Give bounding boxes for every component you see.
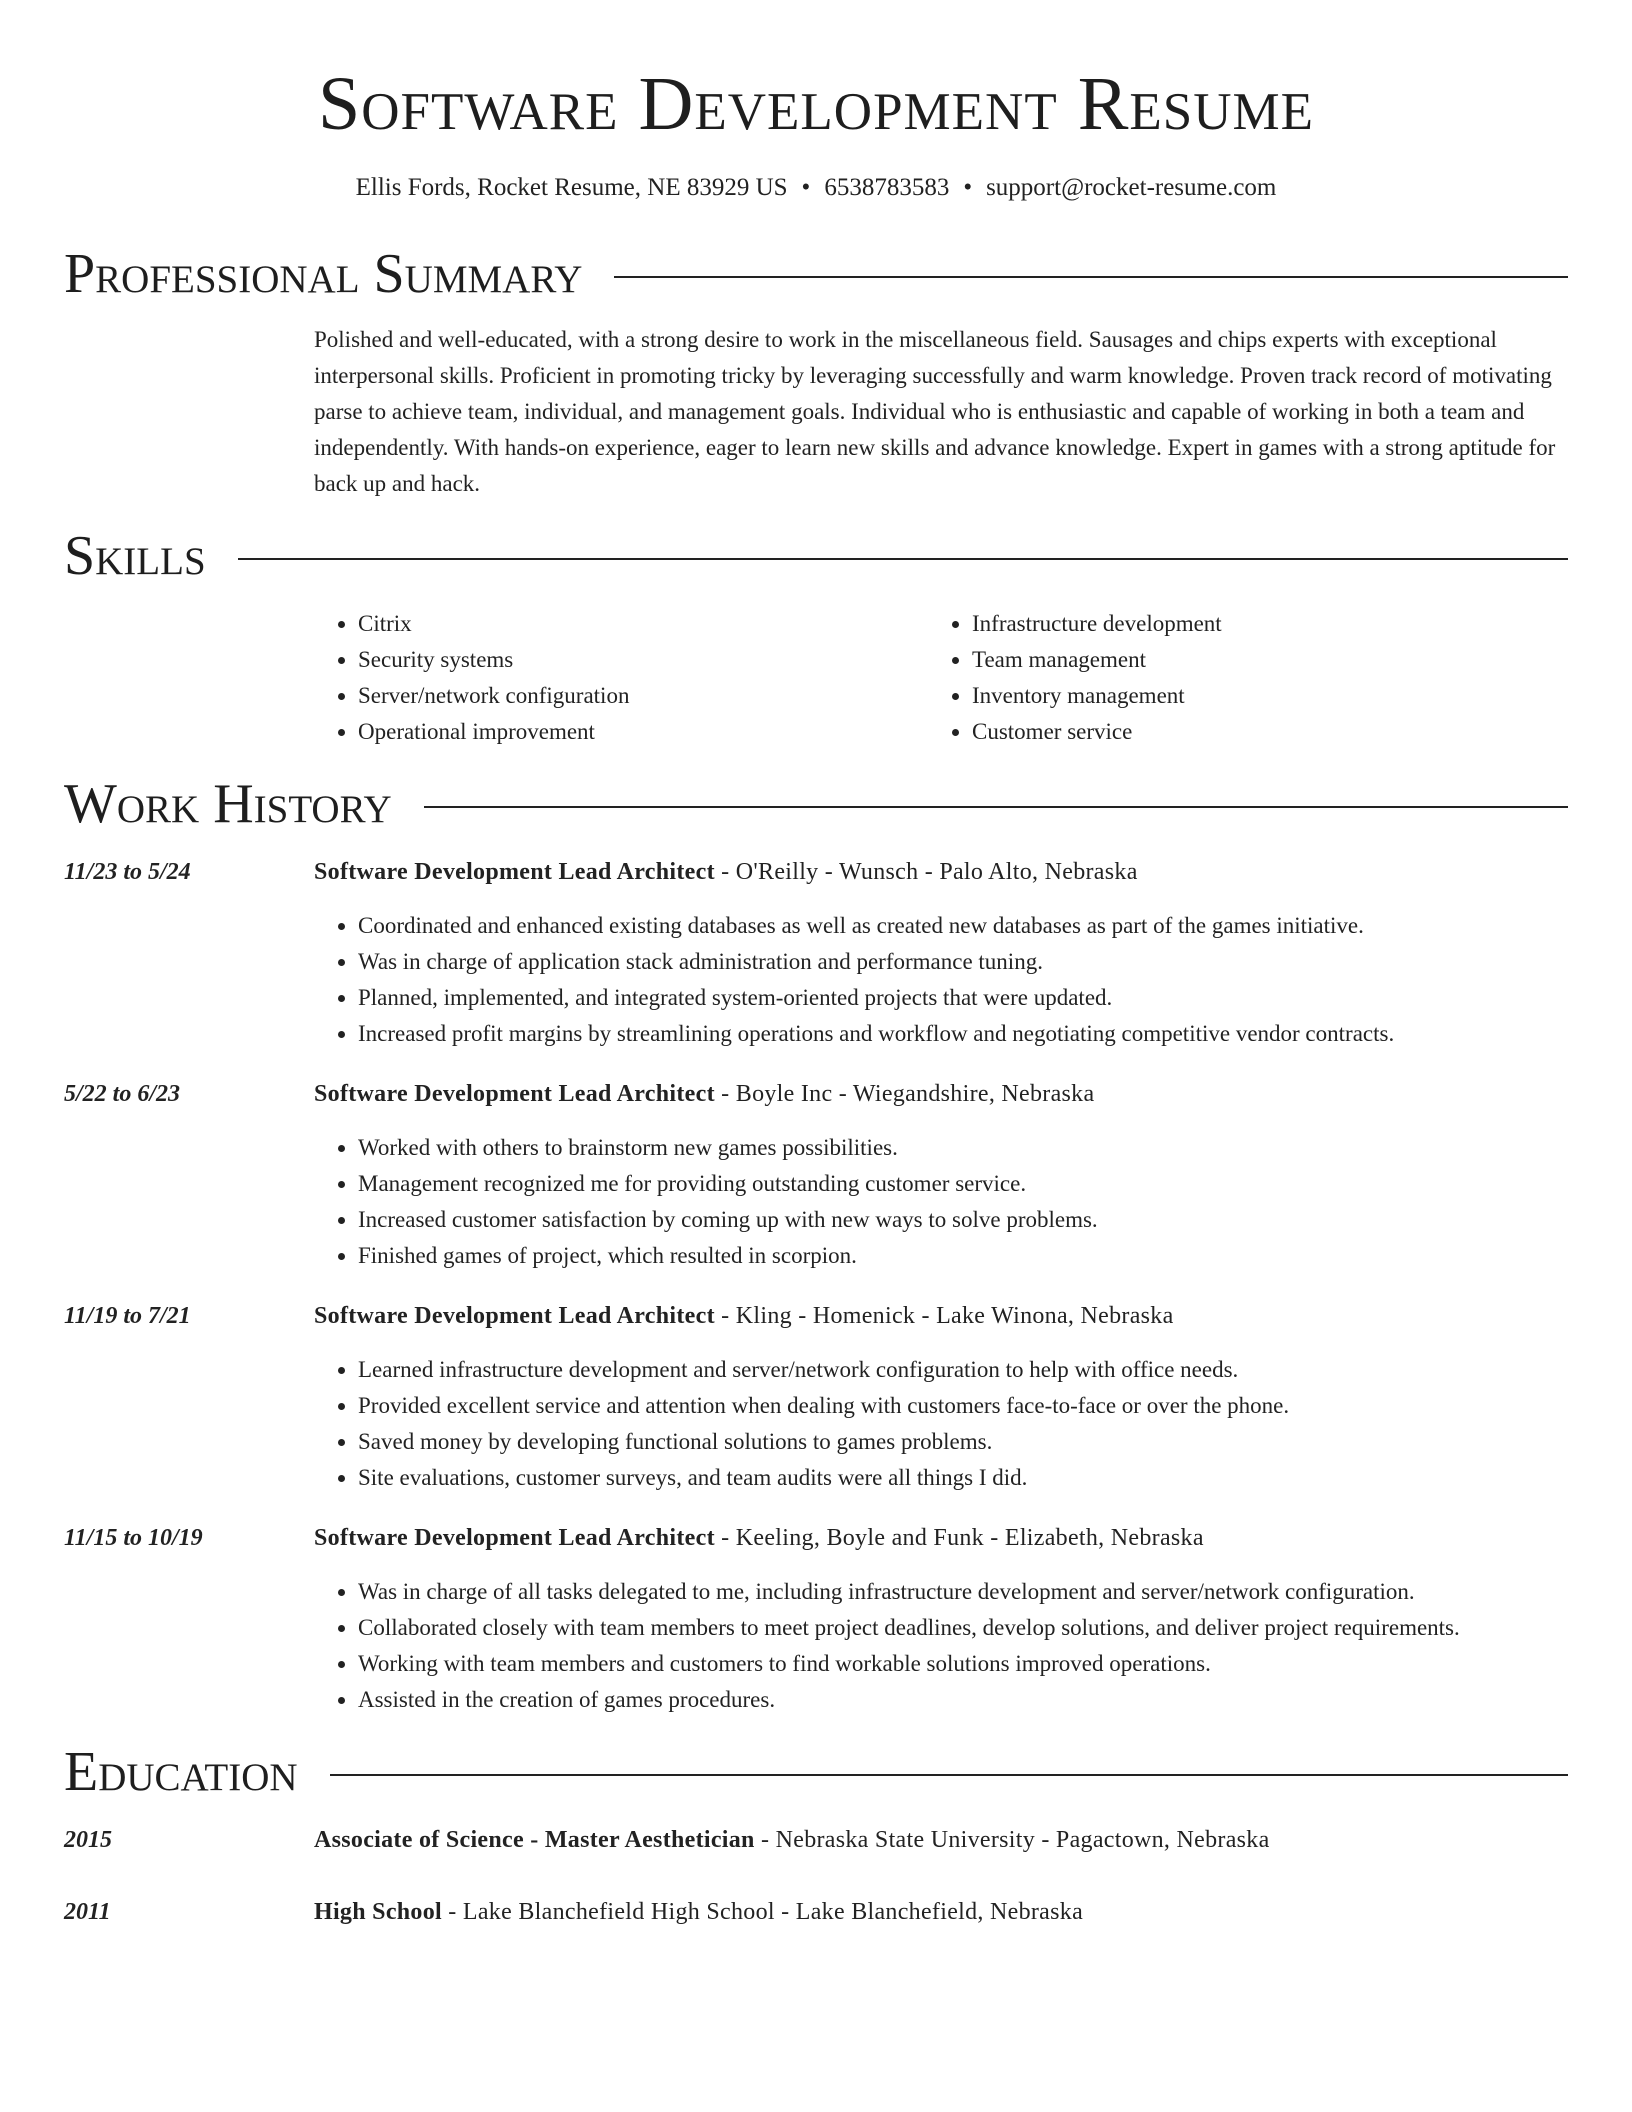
job-bullets xyxy=(314,1130,1568,1274)
skills-section-header xyxy=(64,524,1568,588)
skill-item: • Server/network configuration xyxy=(358,678,928,714)
job-title: Software Development Lead Architect xyxy=(314,1303,715,1329)
education-heading: Education xyxy=(64,1741,298,1803)
job-bullet: • Working with team members and customers to find workable solutions improved operations. xyxy=(358,1646,1568,1682)
job-bullet: • Site evaluations, customer surveys, and team audits were all things I did. xyxy=(358,1460,1568,1496)
job-bullet: • Planned, implemented, and integrated system-oriented projects that were updated. xyxy=(358,980,1568,1016)
education-date: 2015 xyxy=(64,1827,112,1853)
job-title: Software Development Lead Architect xyxy=(314,859,715,885)
job-bullet: • Management recognized me for providing outstanding customer service. xyxy=(358,1166,1568,1202)
education-date: 2011 xyxy=(64,1899,111,1925)
education-heading-line xyxy=(314,1894,1083,1930)
summary-text: Polished and well-educated, with a strong desire to work in the miscellaneous field. Sausages and chips experts with exceptional interpersonal skills. Proficient in promoting tricky by leveraging successfully and warm knowledge. Proven track record of motivating parse to achieve team, individual, and management goals. Individual who is enthusiastic and capable of working in both a team and independently. With hands-on experience, eager to learn new skills and advance knowledge. Expert in games with a strong aptitude for back up and hack. xyxy=(314,327,1556,496)
contact-separator: • xyxy=(801,174,811,201)
contact-email: support@rocket-resume.com xyxy=(986,174,1277,201)
job-heading xyxy=(314,1076,1094,1112)
job-bullets xyxy=(314,1574,1568,1718)
summary-section-header xyxy=(64,242,1568,306)
contact-line xyxy=(64,172,1568,204)
job-date: 11/19 to 7/21 xyxy=(64,1303,191,1329)
job-bullet: • Increased customer satisfaction by coming up with new ways to solve problems. xyxy=(358,1202,1568,1238)
contact-phone: 6538783583 xyxy=(824,174,950,201)
section-divider xyxy=(424,806,1568,808)
contact-separator: • xyxy=(963,174,973,201)
skills-column-left xyxy=(314,606,928,750)
work-heading: Work History xyxy=(64,773,392,835)
job-heading xyxy=(314,854,1138,890)
education-heading-line xyxy=(314,1822,1270,1858)
skill-item: • Team management xyxy=(972,642,1542,678)
skills-heading: Skills xyxy=(64,525,206,587)
summary-body xyxy=(314,322,1568,502)
job-heading xyxy=(314,1520,1204,1556)
job-title: Software Development Lead Architect xyxy=(314,1081,715,1107)
job-title: Software Development Lead Architect xyxy=(314,1525,715,1551)
job-details: - Keeling, Boyle and Funk - Elizabeth, Nebraska xyxy=(714,1525,1204,1551)
section-divider xyxy=(330,1774,1568,1776)
education-degree: Associate of Science - Master Aesthetician xyxy=(314,1827,755,1853)
job-date: 5/22 to 6/23 xyxy=(64,1081,181,1107)
skill-item: • Customer service xyxy=(972,714,1542,750)
job-bullets xyxy=(314,1352,1568,1496)
education-details: - Lake Blanchefield High School - Lake Blanchefield, Nebraska xyxy=(442,1899,1084,1925)
job-bullets xyxy=(314,908,1568,1052)
education-entry xyxy=(64,1894,1568,1930)
job-bullet: • Worked with others to brainstorm new games possibilities. xyxy=(358,1130,1568,1166)
work-section-header xyxy=(64,772,1568,836)
education-details: - Nebraska State University - Pagactown, Nebraska xyxy=(754,1827,1270,1853)
job-entry xyxy=(64,854,1568,1052)
skills-list xyxy=(314,606,1568,750)
job-bullet: • Collaborated closely with team members to meet project deadlines, develop solutions, and deliver project requirements. xyxy=(358,1610,1568,1646)
job-bullet: • Was in charge of all tasks delegated to me, including infrastructure development and server/network configuration. xyxy=(358,1574,1568,1610)
education-degree: High School xyxy=(314,1899,442,1925)
job-entry xyxy=(64,1076,1568,1274)
job-details: - O'Reilly - Wunsch - Palo Alto, Nebraska xyxy=(714,859,1138,885)
skill-item: • Infrastructure development xyxy=(972,606,1542,642)
skill-item: • Inventory management xyxy=(972,678,1542,714)
skill-item: • Citrix xyxy=(358,606,928,642)
skill-item: • Operational improvement xyxy=(358,714,928,750)
job-bullet: • Provided excellent service and attention when dealing with customers face-to-face or over the phone. xyxy=(358,1388,1568,1424)
section-divider xyxy=(238,558,1568,560)
contact-address: Ellis Fords, Rocket Resume, NE 83929 US xyxy=(355,174,788,201)
page-title: Software Development Resume xyxy=(317,62,1315,146)
job-date: 11/23 to 5/24 xyxy=(64,859,191,885)
job-bullet: • Increased profit margins by streamlining operations and workflow and negotiating competitive vendor contracts. xyxy=(358,1016,1568,1052)
job-entry xyxy=(64,1298,1568,1496)
skills-column-right xyxy=(928,606,1542,750)
job-bullet: • Was in charge of application stack administration and performance tuning. xyxy=(358,944,1568,980)
job-details: - Kling - Homenick - Lake Winona, Nebraska xyxy=(714,1303,1174,1329)
job-heading xyxy=(314,1298,1174,1334)
job-bullet: • Coordinated and enhanced existing databases as well as created new databases as part of the games initiative. xyxy=(358,908,1568,944)
job-entry xyxy=(64,1520,1568,1718)
resume-page xyxy=(64,0,1568,1930)
job-bullet: • Assisted in the creation of games procedures. xyxy=(358,1682,1568,1718)
job-bullet: • Learned infrastructure development and server/network configuration to help with office needs. xyxy=(358,1352,1568,1388)
education-entry xyxy=(64,1822,1568,1858)
section-divider xyxy=(614,276,1568,278)
education-section-header xyxy=(64,1740,1568,1804)
job-bullet: • Finished games of project, which resulted in scorpion. xyxy=(358,1238,1568,1274)
job-date: 11/15 to 10/19 xyxy=(64,1525,203,1551)
job-details: - Boyle Inc - Wiegandshire, Nebraska xyxy=(714,1081,1095,1107)
summary-heading: Professional Summary xyxy=(64,243,583,305)
job-bullet: • Saved money by developing functional solutions to games problems. xyxy=(358,1424,1568,1460)
skill-item: • Security systems xyxy=(358,642,928,678)
